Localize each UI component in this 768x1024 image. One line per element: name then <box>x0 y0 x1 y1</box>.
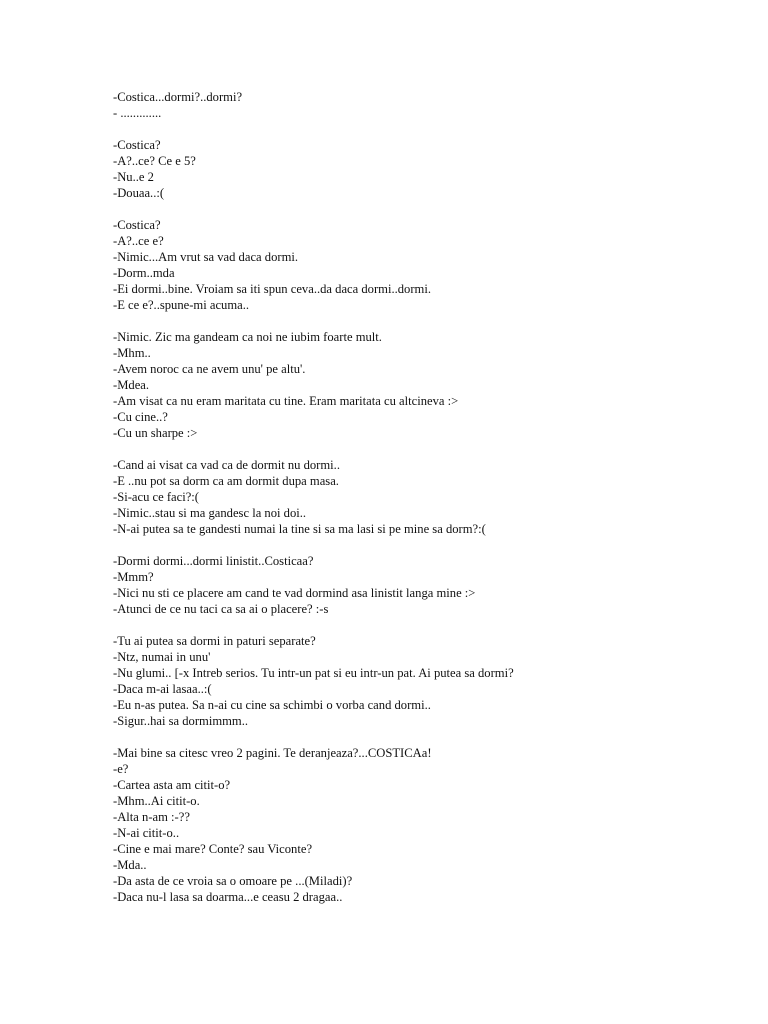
dialogue-line: -Am visat ca nu eram maritata cu tine. Eram maritata cu altcineva :> <box>113 394 459 408</box>
dialogue-line: -Alta n-am :-?? <box>113 810 190 824</box>
dialogue-stanza <box>113 137 753 201</box>
dialogue-line: -Nici nu sti ce placere am cand te vad dormind asa linistit langa mine :> <box>113 586 476 600</box>
dialogue-line: -Avem noroc ca ne avem unu' pe altu'. <box>113 362 306 376</box>
dialogue-line: -Costica...dormi?..dormi? <box>113 90 243 104</box>
dialogue-line: -E ..nu pot sa dorm ca am dormit dupa masa. <box>113 474 339 488</box>
dialogue-line: -Mhm..Ai citit-o. <box>113 794 200 808</box>
dialogue-line: -Nu glumi.. [-x Intreb serios. Tu intr-un pat si eu intr-un pat. Ai putea sa dormi? <box>113 666 514 680</box>
dialogue-line: -Cartea asta am citit-o? <box>113 778 231 792</box>
dialogue-line: -Ei dormi..bine. Vroiam sa iti spun ceva..da daca dormi..dormi. <box>113 282 431 296</box>
dialogue-line: -Cu cine..? <box>113 410 168 424</box>
dialogue-stanza <box>113 457 753 537</box>
dialogue-line: -Nimic..stau si ma gandesc la noi doi.. <box>113 506 307 520</box>
dialogue-line: -Atunci de ce nu taci ca sa ai o placere? :-s <box>113 602 329 616</box>
dialogue-line: -E ce e?..spune-mi acuma.. <box>113 298 250 312</box>
dialogue-stanza <box>113 633 753 729</box>
dialogue-line: -Cine e mai mare? Conte? sau Viconte? <box>113 842 313 856</box>
dialogue-line: -Daca m-ai lasaa..:( <box>113 682 212 696</box>
dialogue-line: -Dormi dormi...dormi linistit..Costicaa? <box>113 554 314 568</box>
dialogue-line: -Nimic...Am vrut sa vad daca dormi. <box>113 250 299 264</box>
dialogue-text <box>113 89 753 921</box>
dialogue-line: -Nu..e 2 <box>113 170 154 184</box>
dialogue-line: -Costica? <box>113 138 161 152</box>
dialogue-line: -Ntz, numai in unu' <box>113 650 211 664</box>
dialogue-line: -e? <box>113 762 129 776</box>
dialogue-stanza <box>113 745 753 905</box>
dialogue-line: -Costica? <box>113 218 161 232</box>
dialogue-line: -Douaa..:( <box>113 186 165 200</box>
dialogue-stanza <box>113 89 753 121</box>
dialogue-line: -Dorm..mda <box>113 266 175 280</box>
dialogue-line: -Mai bine sa citesc vreo 2 pagini. Te deranjeaza?...COSTICAa! <box>113 746 432 760</box>
dialogue-line: -Cu un sharpe :> <box>113 426 198 440</box>
dialogue-stanza <box>113 329 753 441</box>
dialogue-line: -Mda.. <box>113 858 147 872</box>
dialogue-line: -Cand ai visat ca vad ca de dormit nu dormi.. <box>113 458 340 472</box>
dialogue-line: -Eu n-as putea. Sa n-ai cu cine sa schimbi o vorba cand dormi.. <box>113 698 431 712</box>
dialogue-line: -A?..ce? Ce e 5? <box>113 154 196 168</box>
dialogue-line: -N-ai citit-o.. <box>113 826 180 840</box>
dialogue-line: -A?..ce e? <box>113 234 164 248</box>
dialogue-line: -Si-acu ce faci?:( <box>113 490 199 504</box>
dialogue-stanza <box>113 217 753 313</box>
dialogue-line: -Daca nu-l lasa sa doarma...e ceasu 2 dragaa.. <box>113 890 343 904</box>
dialogue-line: -Da asta de ce vroia sa o omoare pe ...(Miladi)? <box>113 874 353 888</box>
dialogue-line: -Mdea. <box>113 378 150 392</box>
dialogue-line: -Mhm.. <box>113 346 151 360</box>
dialogue-line: -N-ai putea sa te gandesti numai la tine si sa ma lasi si pe mine sa dorm?:( <box>113 522 486 536</box>
dialogue-line: -Nimic. Zic ma gandeam ca noi ne iubim foarte mult. <box>113 330 382 344</box>
dialogue-stanza <box>113 553 753 617</box>
dialogue-line: -Sigur..hai sa dormimmm.. <box>113 714 249 728</box>
dialogue-line: - ............. <box>113 106 162 120</box>
dialogue-line: -Tu ai putea sa dormi in paturi separate? <box>113 634 316 648</box>
dialogue-line: -Mmm? <box>113 570 154 584</box>
